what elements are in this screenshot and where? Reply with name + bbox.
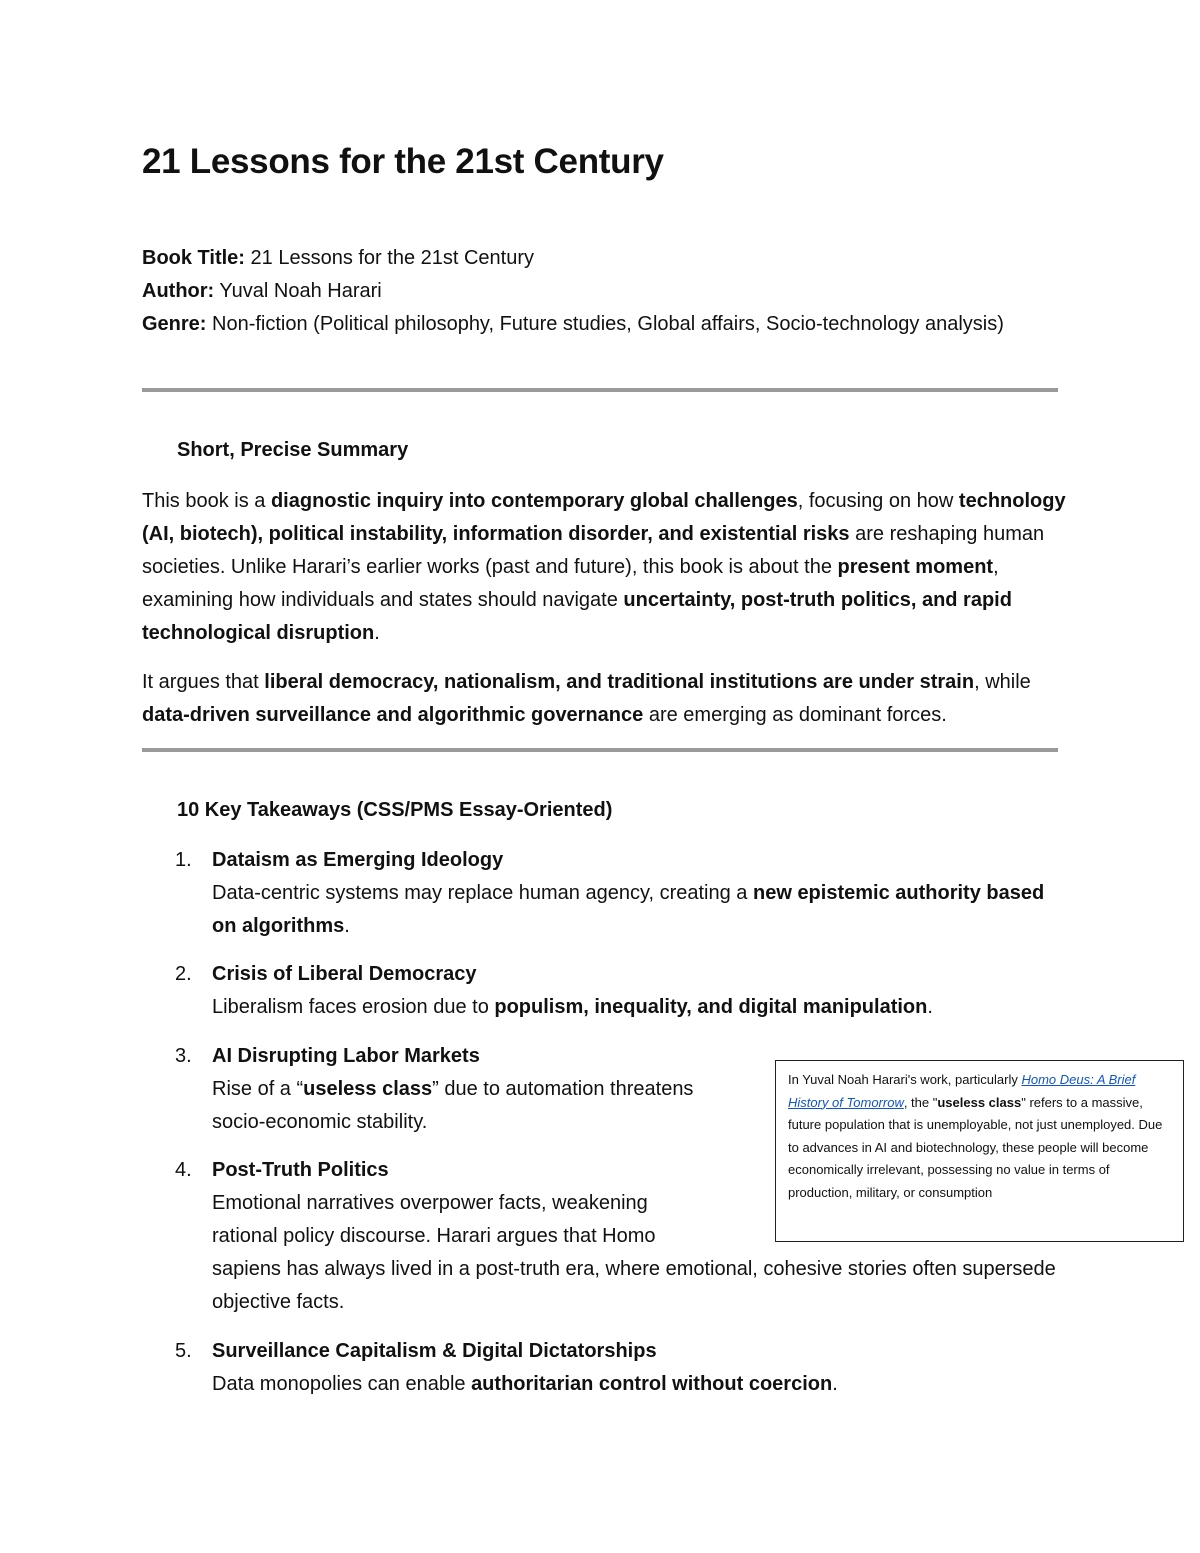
- summary-paragraph-1: [142, 485, 1067, 650]
- text-run: .: [927, 996, 933, 1018]
- divider: [142, 388, 1058, 392]
- item-description: [212, 877, 1072, 943]
- text-run: In Yuval Noah Harari's work, particularly: [788, 1072, 1022, 1087]
- book-title-line: [142, 242, 1042, 275]
- genre-line: [142, 308, 1042, 341]
- text-run: , while: [974, 671, 1031, 693]
- item-number: 1.: [175, 849, 192, 871]
- bold-run: technology (AI, biotech), political instability, information disorder, and existential risks: [142, 490, 1066, 545]
- item-description: [212, 1073, 742, 1139]
- item-title: Post-Truth Politics: [212, 1159, 389, 1181]
- item-description: Emotional narratives overpower facts, weakening rational policy discourse. Harari argues that Homo: [212, 1192, 656, 1247]
- text-run: , focusing on how: [797, 490, 959, 512]
- book-meta: [142, 242, 1042, 341]
- summary-paragraph-2: [142, 666, 1067, 732]
- bold-run: liberal democracy, nationalism, and traditional institutions are under strain: [264, 671, 975, 693]
- text-run: , the ": [903, 1094, 938, 1110]
- bold-run: data-driven surveillance and algorithmic governance: [142, 704, 644, 726]
- text-run: , examining how individuals and states should navigate: [142, 556, 999, 611]
- item-title: AI Disrupting Labor Markets: [212, 1045, 480, 1067]
- text-run: Rise of a “: [212, 1078, 304, 1100]
- book-title-label: Book Title:: [142, 247, 245, 269]
- item-description: [212, 1368, 1072, 1401]
- bold-run: useless class: [303, 1078, 433, 1100]
- item-number: 2.: [175, 963, 192, 985]
- text-run: This book is a: [142, 490, 271, 512]
- item-description-continued: sapiens has always lived in a post-truth era, where emotional, cohesive stories often supersede objective facts.: [212, 1258, 1056, 1313]
- text-run: It argues that: [142, 671, 265, 693]
- text-run: " refers to a massive, future population that is unemployable, not just unemployed. Due to advances in AI and biotechnology, these people will become economically irrelevant, possessing no value in terms of production, military, or consumption: [788, 1094, 1163, 1200]
- divider: [142, 748, 1058, 752]
- item-description: [212, 991, 1072, 1024]
- summary-heading: Short, Precise Summary: [177, 439, 409, 461]
- item-number: 3.: [175, 1045, 192, 1067]
- author-line: [142, 275, 1042, 308]
- text-run: ” due to automation threatens socio-economic stability.: [212, 1078, 694, 1133]
- item-number: 5.: [175, 1340, 192, 1362]
- text-run: are reshaping human societies. Unlike Harari’s earlier works (past and future), this book is about the: [142, 523, 1045, 578]
- text-run: Data-centric systems may replace human agency, creating a: [212, 882, 753, 904]
- item-number: 4.: [175, 1159, 192, 1181]
- bold-run: authoritarian control without coercion: [471, 1373, 833, 1395]
- text-run: are emerging as dominant forces.: [643, 704, 947, 726]
- bold-run: uncertainty, post-truth politics, and rapid technological disruption: [142, 589, 1012, 644]
- bold-run: new epistemic authority based on algorithms: [212, 882, 1045, 937]
- text-run: .: [344, 915, 350, 937]
- text-run: Data monopolies can enable: [212, 1373, 472, 1395]
- bold-run: populism, inequality, and digital manipulation: [494, 996, 928, 1018]
- bold-run: useless class: [937, 1094, 1022, 1110]
- takeaways-heading: 10 Key Takeaways (CSS/PMS Essay-Oriented): [177, 799, 613, 821]
- side-note-textbox: [775, 1060, 1184, 1242]
- genre-label: Genre:: [142, 313, 207, 335]
- genre-value: Non-fiction (Political philosophy, Future studies, Global affairs, Socio-technology analysis): [206, 313, 1004, 335]
- bold-run: present moment: [837, 556, 994, 578]
- item-title: Crisis of Liberal Democracy: [212, 963, 477, 985]
- book-title-value: 21 Lessons for the 21st Century: [244, 247, 535, 269]
- text-run: Liberalism faces erosion due to: [212, 996, 495, 1018]
- text-run: .: [832, 1373, 838, 1395]
- author-value: Yuval Noah Harari: [214, 280, 382, 302]
- bold-run: diagnostic inquiry into contemporary global challenges: [270, 490, 798, 512]
- homo-deus-link[interactable]: Homo Deus: A Brief History of Tomorrow: [788, 1072, 1136, 1110]
- author-label: Author:: [142, 280, 215, 302]
- text-run: .: [374, 622, 380, 644]
- item-title: Surveillance Capitalism & Digital Dictatorships: [212, 1340, 657, 1362]
- item-title: Dataism as Emerging Ideology: [212, 849, 504, 871]
- page-title: 21 Lessons for the 21st Century: [142, 142, 664, 181]
